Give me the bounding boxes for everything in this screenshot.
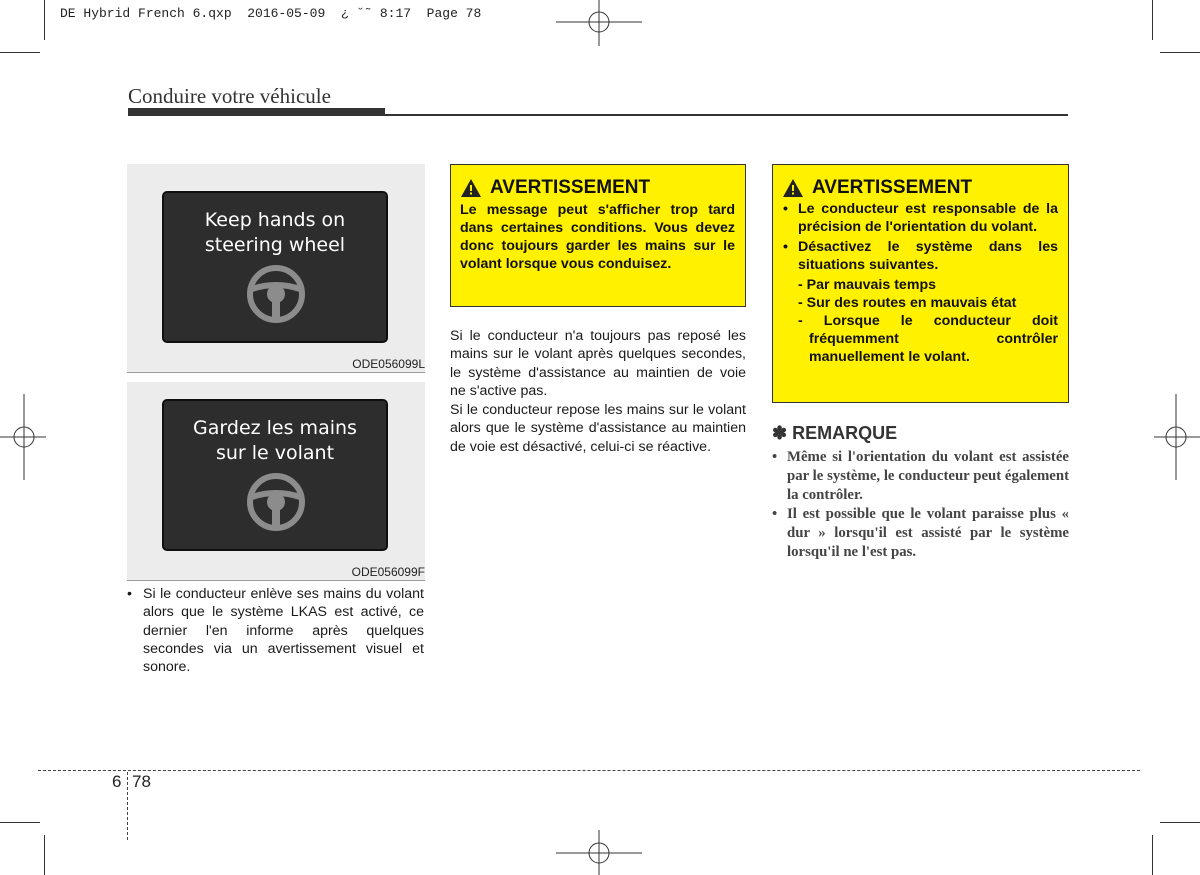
col1-bullet-list bbox=[127, 585, 424, 676]
list-item-text: Désactivez le système dans les situations suivantes. bbox=[798, 239, 1058, 273]
steering-wheel-icon bbox=[245, 471, 307, 533]
display-message-line-1: Gardez les mains bbox=[193, 417, 357, 439]
warning-sublist bbox=[798, 276, 1058, 366]
footer-divider bbox=[127, 772, 128, 840]
sub-item: - Par mauvais temps bbox=[798, 277, 936, 293]
note-title: ✽ REMARQUE bbox=[772, 423, 898, 443]
cluster-display bbox=[162, 399, 388, 551]
warning-triangle-icon bbox=[782, 178, 804, 198]
warning-title: AVERTISSEMENT bbox=[490, 177, 651, 198]
list-item: • Le conducteur est responsable de la précision de l'orientation du volant. bbox=[782, 200, 1058, 236]
warning-title: AVERTISSEMENT bbox=[812, 177, 973, 198]
print-slug: DE Hybrid French 6.qxp 2016-05-09 ¿ ˘˜ 8:17 Page 78 bbox=[60, 6, 482, 21]
section-title: Conduire votre véhicule bbox=[128, 84, 331, 108]
warning-header bbox=[460, 177, 735, 199]
warning-box-1 bbox=[450, 164, 746, 307]
warning-list bbox=[782, 200, 1058, 366]
list-item: • Il est possible que le volant paraisse plus « dur » lorsqu'il est assisté par le système lorsqu'il ne l'est pas. bbox=[772, 505, 1069, 562]
warning-box-2 bbox=[772, 164, 1069, 403]
registration-mark-left bbox=[0, 394, 46, 480]
list-item: • Si le conducteur enlève ses mains du volant alors que le système LKAS est activé, ce dernier l'en informe après quelques secondes via un avertissement visuel et sonore. bbox=[127, 585, 424, 676]
sub-item: - Lorsque le conducteur doit fréquemment contrôler manuellement le volant. bbox=[798, 313, 1058, 365]
registration-mark-bottom bbox=[556, 830, 642, 875]
note-list bbox=[772, 448, 1069, 562]
list-item bbox=[782, 238, 1058, 366]
registration-mark-top bbox=[556, 0, 642, 46]
footer-rule bbox=[38, 770, 1140, 771]
figure-1 bbox=[127, 164, 425, 373]
col2-paragraph-2: Si le conducteur repose les mains sur le volant alors que le système d'assistance au maintien de voie est désactivé, celui-ci se réactive. bbox=[450, 402, 746, 455]
warning-header bbox=[782, 177, 1058, 199]
sub-item: - Sur des routes en mauvais état bbox=[798, 295, 1017, 311]
steering-wheel-icon bbox=[245, 263, 307, 325]
figure-2 bbox=[127, 382, 425, 581]
col2-paragraph-1: Si le conducteur n'a toujours pas reposé les mains sur le volant après quelques secondes, le système d'assistance au maintien de voie ne s'active pas. bbox=[450, 328, 746, 399]
display-message-line-1: Keep hands on bbox=[204, 209, 346, 231]
warning-triangle-icon bbox=[460, 178, 482, 198]
display-message-line-2: steering wheel bbox=[204, 234, 346, 256]
list-item: • Même si l'orientation du volant est assistée par le système, le conducteur peut également la contrôler. bbox=[772, 448, 1069, 505]
page-number: 78 bbox=[132, 772, 151, 791]
cluster-display bbox=[162, 191, 388, 343]
warning-text: Le message peut s'afficher trop tard dans certaines conditions. Vous devez donc toujours garder les mains sur le volant lorsque vous conduisez. bbox=[460, 202, 735, 272]
registration-mark-right bbox=[1154, 394, 1200, 480]
chapter-number: 6 bbox=[112, 772, 122, 791]
figure-caption: ODE056099F bbox=[351, 565, 425, 579]
display-message-line-2: sur le volant bbox=[215, 442, 335, 464]
figure-caption: ODE056099L bbox=[352, 357, 425, 371]
header-rule bbox=[128, 114, 1068, 116]
